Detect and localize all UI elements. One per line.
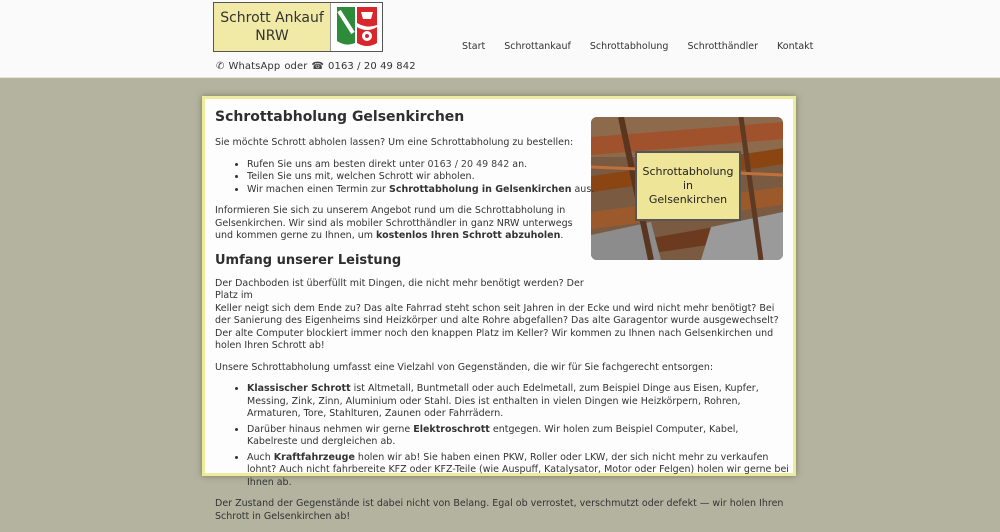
phone-icon: ☎ <box>311 61 325 72</box>
logo-text <box>214 3 330 51</box>
step3-suffix: aus. <box>571 183 595 195</box>
content-card <box>202 96 796 522</box>
item3-suffix: holen wir ab! Sie haben einen PKW, Roller oder LKW, der sich nicht mehr zu verkaufen lohnt? Auch nicht fahrbereite KFZ oder KFZ-Teile (wie Auspuff, Katalysator, Motor oder Felgen) holen wir gerne bei Ihnen ab. <box>247 451 789 488</box>
nav-schrottankauf[interactable]: Schrottankauf <box>504 41 571 52</box>
nav-kontakt[interactable]: Kontakt <box>777 41 814 52</box>
item2-prefix: Darüber hinaus nehmen wir gerne <box>247 423 414 435</box>
step1-prefix: Rufen Sie uns am besten direkt unter <box>247 158 428 170</box>
section-heading: Umfang unserer Leistung <box>215 252 402 268</box>
nav-start[interactable]: Start <box>462 41 486 52</box>
intro-text: Sie möchte Schrott abholen lassen? Um eine Schrottabholung zu bestellen: <box>215 137 574 148</box>
para-attic-rest: Keller neigt sich dem Ende zu? Das alte Fahrrad steht schon seit Jahren in der Ecke und wird nicht mehr benötigt? Bei der Sanierung des Eigenheims sind Heizkörper und alte Rohre abgefallen? Das alte Garagentor wurde ausgewechselt? Der alte Computer blockiert immer noch den knappen Platz im Keller? Wir kommen zu Ihnen nach Gelsenkirchen und holen Ihren Schrott ab! <box>215 302 779 351</box>
contact-line <box>216 61 416 72</box>
info-suffix: . <box>560 230 564 241</box>
para-attic <box>215 278 789 353</box>
item2-bold: Elektroschrott <box>413 423 490 435</box>
nrw-crest-icon <box>330 3 382 51</box>
item3-bold: Kraftfahrzeuge <box>273 451 355 463</box>
list-item <box>247 383 789 421</box>
info-prefix: Informieren Sie sich zu unserem Angebot rund um die Schrottabholung in Gelsenkirchen. Wir sind als mobiler Schrotthändler in ganz NRW unterwegs und kommen gerne zu Ihnen, um <box>215 205 573 241</box>
logo-line-2: NRW <box>255 28 289 44</box>
step3-bold: Schrottabholung in Gelsenkirchen <box>389 183 572 195</box>
info-bold: kostenlos Ihren Schrott abzuholen <box>376 230 561 241</box>
list-item: • Teilen Sie uns mit, welchen Schrott wir abholen. <box>247 171 789 184</box>
info-text <box>215 205 585 243</box>
whatsapp-link[interactable]: WhatsApp <box>228 61 281 72</box>
step3-prefix: Wir machen einen Termin zur <box>247 183 389 195</box>
item1-text: ist Altmetall, Buntmetall oder auch Edelmetall, zum Beispiel Dinge aus Eisen, Kupfer, Messing, Zink, Zinn, Aluminium oder Stahl. Dies ist enthalten in vielen Dingen wie Heizkörpern, Rohren, Armaturen, Tore, Stahlturen, Zaunen oder Fahrrädern. <box>247 383 759 419</box>
item1-bold: Klassischer Schrott <box>247 383 351 394</box>
para-scope: Unsere Schrottabholung umfasst eine Vielzahl von Gegenständen, die wir für Sie fachgerecht entsorgen: <box>215 361 714 373</box>
or-text: oder <box>284 61 308 72</box>
para-attic-line1: Der Dachboden ist überfüllt mit Dingen, die nicht mehr benötigt werden? Der Platz im <box>215 277 584 301</box>
badge-line-3: Gelsenkirchen <box>648 193 728 206</box>
badge-line-1: Schrottabholung <box>642 165 734 178</box>
nav-schrotthaendler[interactable]: Schrotthändler <box>687 41 758 52</box>
items-list <box>215 383 789 489</box>
closing-text: Der Zustand der Gegenstände ist dabei nicht von Belang. Egal ob verrostet, verschmutzt oder defekt — wir holen Ihren Schrott in Gelsenkirchen ab! <box>215 498 784 522</box>
badge-line-2: in <box>682 179 694 192</box>
step1-phone-link[interactable]: 0163 / 20 49 842 <box>427 158 510 170</box>
nav-schrottabholung[interactable]: Schrottabholung <box>589 41 669 52</box>
list-item <box>247 159 789 172</box>
item3-prefix: Auch <box>247 451 274 463</box>
site-header <box>0 0 1000 78</box>
page-title: Schrottabholung Gelsenkirchen <box>215 109 465 125</box>
item2-suffix: entgegen. Wir holen zum Beispiel Computer, Kabel, Kabelreste und dergleichen ab. <box>247 423 739 447</box>
steps-list <box>215 159 789 197</box>
whatsapp-icon: ✆ <box>216 61 225 72</box>
main-navigation <box>462 41 813 52</box>
list-item <box>247 184 789 197</box>
step1-suffix: an. <box>509 158 528 170</box>
list-item <box>247 424 789 449</box>
list-item <box>247 452 789 490</box>
phone-link[interactable]: 0163 / 20 49 842 <box>328 61 416 72</box>
logo-line-1: Schrott Ankauf <box>220 10 324 26</box>
site-logo[interactable] <box>213 2 383 52</box>
article <box>215 108 789 532</box>
